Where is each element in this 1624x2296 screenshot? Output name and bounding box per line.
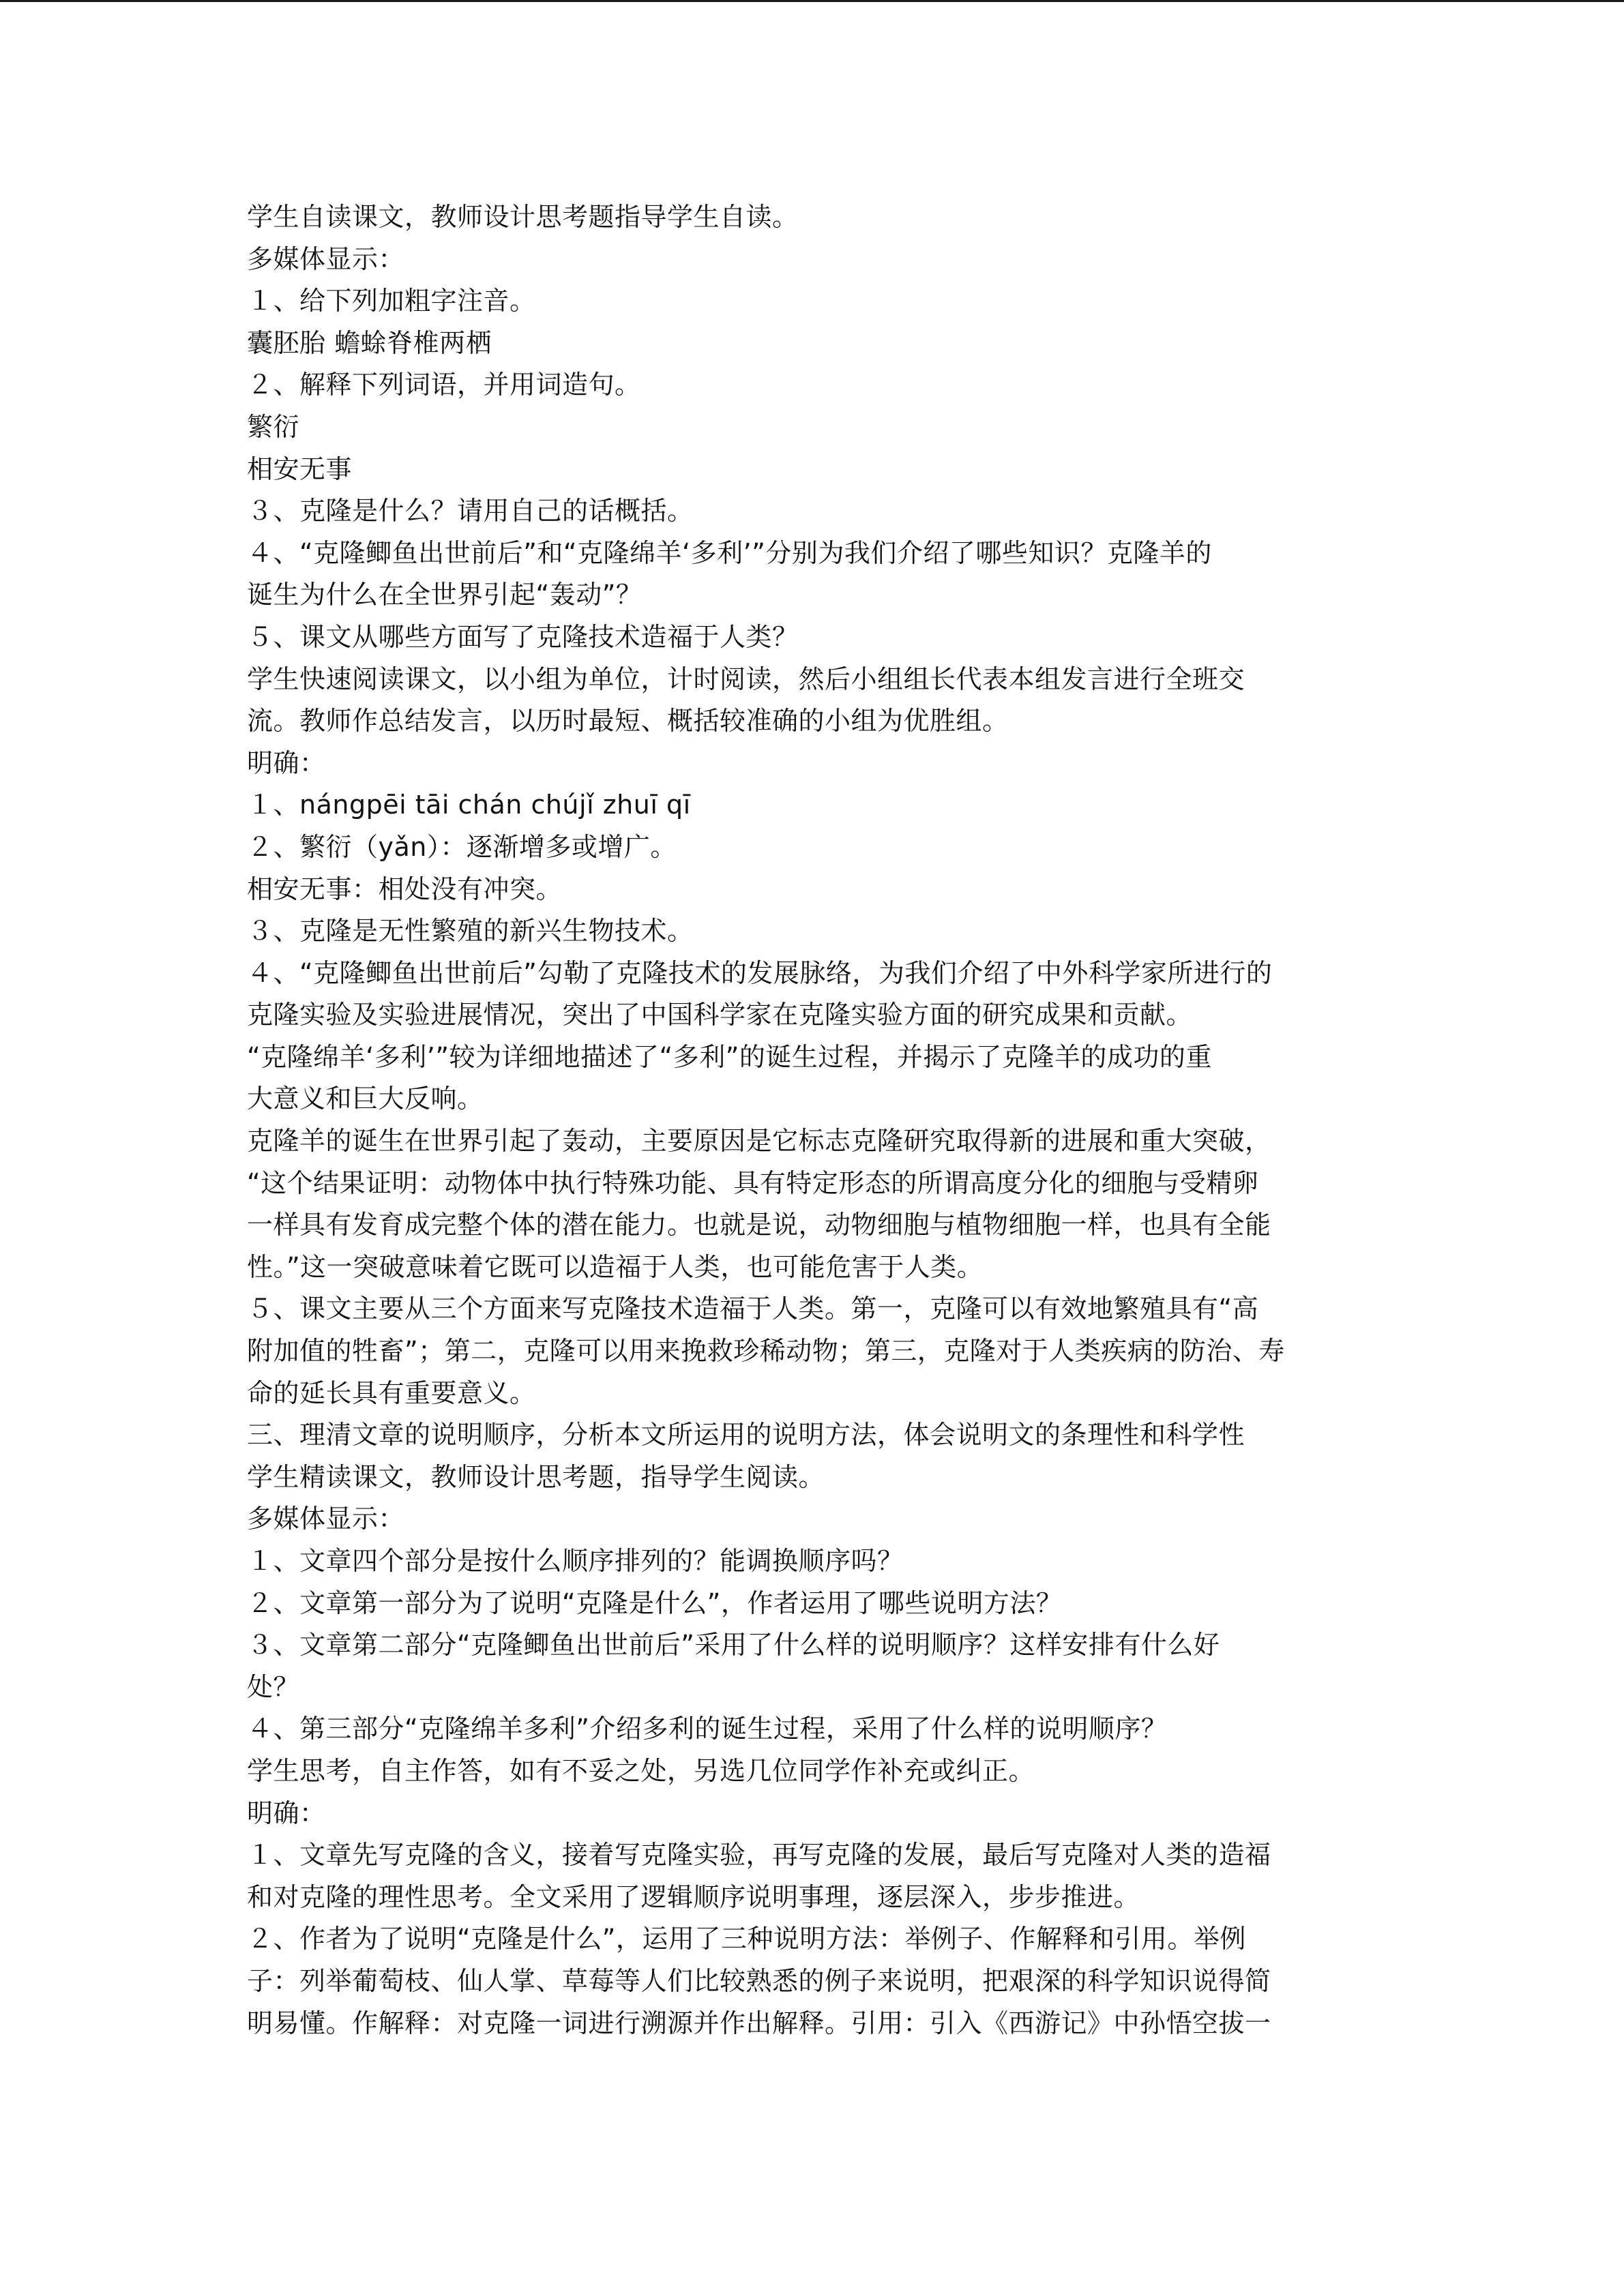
page-top-border: [0, 0, 1624, 2]
text-line: １、给下列加粗字注音。: [247, 286, 536, 316]
text-line: １、nángpēi tāi chán chújǐ zhuī qī: [247, 790, 691, 820]
document-page: [247, 196, 1383, 2044]
text-line: 相安无事: [247, 453, 353, 484]
text-line: ４、第三部分“克隆绵羊多利”介绍多利的诞生过程，采用了什么样的说明顺序？: [247, 1714, 1168, 1744]
text-line: 相安无事：相处没有冲突。: [247, 874, 563, 904]
text-line: ４、“克隆鲫鱼出世前后”勾勒了克隆技术的发展脉络，为我们介绍了中外科学家所进行的: [247, 957, 1273, 988]
text-line: ２、文章第一部分为了说明“克隆是什么”，作者运用了哪些说明方法？: [247, 1587, 1063, 1618]
text-line: ２、繁衍（yǎn）：逐渐增多或增广。: [247, 831, 677, 862]
text-line: ３、文章第二部分“克隆鲫鱼出世前后”采用了什么样的说明顺序？这样安排有什么好: [247, 1630, 1220, 1660]
text-line: 流。教师作总结发言，以历时最短、概括较准确的小组为优胜组。: [247, 706, 1009, 736]
text-line: ４、“克隆鲫鱼出世前后”和“克隆绵羊‘多利’”分别为我们介绍了哪些知识？克隆羊的: [247, 537, 1212, 568]
text-line: ５、课文主要从三个方面来写克隆技术造福于人类。第一，克隆可以有效地繁殖具有“高: [247, 1294, 1259, 1324]
text-line: 处？: [247, 1671, 300, 1702]
text-line: 性。”这一突破意味着它既可以造福于人类，也可能危害于人类。: [247, 1251, 984, 1282]
text-line: ２、解释下列词语，并用词造句。: [247, 370, 641, 400]
text-line: 大意义和巨大反响。: [247, 1084, 484, 1114]
text-line: 子：列举葡萄枝、仙人掌、草莓等人们比较熟悉的例子来说明，把艰深的科学知识说得简: [247, 1965, 1271, 1996]
text-line: 明易懂。作解释：对克隆一词进行溯源并作出解释。引用：引入《西游记》中孙悟空拔一: [247, 2008, 1271, 2038]
text-line: 多媒体显示：: [247, 243, 405, 274]
text-line: 克隆实验及实验进展情况，突出了中国科学家在克隆实验方面的研究成果和贡献。: [247, 1000, 1193, 1030]
text-line: 多媒体显示：: [247, 1504, 405, 1534]
text-line: 附加值的牲畜”；第二，克隆可以用来挽救珍稀动物；第三，克隆对于人类疾病的防治、寿: [247, 1336, 1285, 1367]
text-line: 繁衍: [247, 411, 300, 442]
text-line: 学生自读课文，教师设计思考题指导学生自读。: [247, 202, 799, 232]
text-line: 囊胚胎 蟾蜍脊椎两栖: [247, 327, 492, 358]
text-line: １、文章四个部分是按什么顺序排列的？能调换顺序吗？: [247, 1546, 904, 1576]
text-line: 三、理清文章的说明顺序，分析本文所运用的说明方法，体会说明文的条理性和科学性: [247, 1420, 1245, 1450]
text-line: １、文章先写克隆的含义，接着写克隆实验，再写克隆的发展，最后写克隆对人类的造福: [247, 1840, 1271, 1870]
text-line: 克隆羊的诞生在世界引起了轰动，主要原因是它标志克隆研究取得新的进展和重大突破，: [247, 1126, 1271, 1157]
text-line: 明确：: [247, 747, 326, 778]
text-line: ５、课文从哪些方面写了克隆技术造福于人类？: [247, 621, 799, 652]
text-line: 学生思考，自主作答，如有不妥之处，另选几位同学作补充或纠正。: [247, 1755, 1035, 1786]
text-line: ３、克隆是无性繁殖的新兴生物技术。: [247, 916, 694, 946]
text-line: 和对克隆的理性思考。全文采用了逻辑顺序说明事理，逐层深入，步步推进。: [247, 1881, 1140, 1912]
text-line: “克隆绵羊‘多利’”较为详细地描述了“多利”的诞生过程，并揭示了克隆羊的成功的重: [247, 1041, 1212, 1072]
text-line: 诞生为什么在全世界引起“轰动”？: [247, 580, 643, 610]
text-line: ３、克隆是什么？请用自己的话概括。: [247, 496, 694, 526]
text-line: “这个结果证明：动物体中执行特殊功能、具有特定形态的所谓高度分化的细胞与受精卵: [247, 1167, 1259, 1198]
text-line: 命的延长具有重要意义。: [247, 1377, 536, 1408]
text-line: 一样具有发育成完整个体的潜在能力。也就是说，动物细胞与植物细胞一样，也具有全能: [247, 1210, 1271, 1240]
text-line: 明确：: [247, 1798, 326, 1828]
text-line: 学生快速阅读课文，以小组为单位，计时阅读，然后小组组长代表本组发言进行全班交: [247, 664, 1245, 694]
text-line: 学生精读课文，教师设计思考题，指导学生阅读。: [247, 1461, 825, 1492]
text-line: ２、作者为了说明“克隆是什么”，运用了三种说明方法：举例子、作解释和引用。举例: [247, 1924, 1246, 1954]
